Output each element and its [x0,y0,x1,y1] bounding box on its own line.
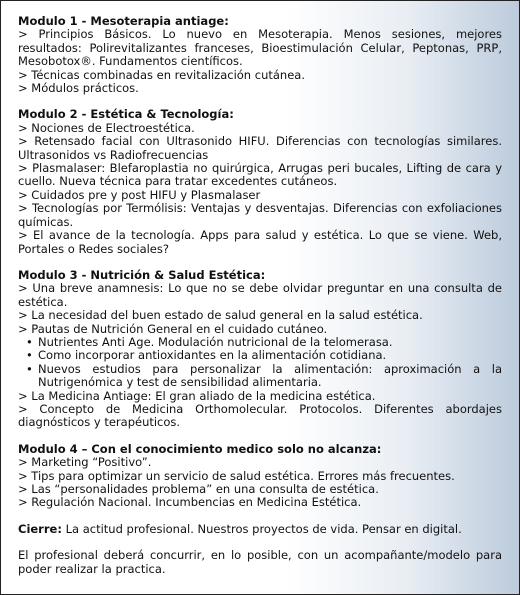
module-4-item: > Marketing “Positivo”. [18,455,152,470]
module-1-item: > Técnicas combinadas en revitalización cutánea. [18,67,305,82]
module-4-item: > Regulación Nacional. Incumbencias en Medicina Estética. [18,495,362,510]
module-4-item: > Tips para optimizar un servicio de salud estética. Errores más frecuentes. [18,468,455,483]
module-2-item: > Tecnologías por Termólisis: Ventajas y desventajas. Diferencias con exfoliaciones químicas. [18,201,502,229]
bullet-dot-icon: • [26,348,33,363]
module-3-item: > La necesidad del buen estado de salud general en la salud estética. [18,308,423,323]
module-2-item: > Cuidados pre y post HIFU y Plasmalaser [18,187,261,202]
module-4-item: > Las “personalidades problema” en una consulta de estética. [18,482,379,496]
footer-note: El profesional deberá concurrir, en lo posible, con un acompañante/modelo para poder realizar la practica. [18,548,502,576]
module-3-item: > Una breve anamnesis: Lo que no se debe olvidar preguntar en una consulta de estética. [18,281,502,309]
module-2-item: > Retensado facial con Ultrasonido HIFU. Diferencias con tecnologías similares. Ultrasonidos vs Radiofrecuencias [18,134,502,162]
module-4-title: Modulo 4 – Con el conocimiento medico solo no alcanza: [18,441,382,456]
module-2-item: > Plasmalaser: Blefaroplastia no quirúrgica, Arrugas peri bucales, Lifting de cara y cuello. Nueva técnica para tratar excedentes cutáneos. [18,161,502,189]
module-3-subitem-text: Nutrientes Anti Age. Modulación nutricional de la telomerasa. [38,334,393,349]
module-3-item: > Concepto de Medicina Orthomolecular. Protocolos. Diferentes abordajes diagnósticos y terapéuticos. [18,401,502,430]
module-2-item: > Nociones de Electroestética. [18,120,195,135]
closing-text: La actitud profesional. Nuestros proyectos de vida. Pensar en digital. [61,521,462,536]
bullet-dot-icon: • [26,361,33,376]
module-2-item: > El avance de la tecnología. Apps para salud y estética. Lo que se viene. Web, Portales o Redes sociales? [18,228,502,256]
bullet-dot-icon: • [26,334,33,349]
module-3-subitem-text: Nuevos estudios para personalizar la alimentación: aproximación a la Nutrigenómica y test de sensibilidad alimentaria. [38,361,502,390]
module-3-subitem [18,349,502,362]
module-2 [18,108,502,255]
module-3-item: > La Medicina Antiage: El gran aliado de la medicina estética. [18,388,376,403]
closing-note [18,523,502,536]
module-3-subitem [18,336,502,349]
module-1-item: > Principios Básicos. Lo nuevo en Mesoterapia. Menos sesiones, mejores resultados: Polirevitalizantes franceses, Bioestimulación Celular, Peptonas, PRP, Mesobotox®. Fundamentos científicos. [18,27,502,69]
closing-label: Cierre: [18,521,62,536]
module-4 [18,443,502,510]
module-1-title: Modulo 1 - Mesoterapia antiage: [18,14,229,28]
module-3-subitem-text: Como incorporar antioxidantes en la alimentación cotidiana. [38,348,387,363]
module-3 [18,269,502,430]
module-2-title: Modulo 2 - Estética & Tecnología: [18,107,234,122]
module-3-subitem [18,363,502,390]
module-3-title: Modulo 3 - Nutrición & Salud Estética: [18,267,266,282]
module-1 [18,15,502,95]
module-3-item: > Pautas de Nutrición General en el cuidado cutáneo. [18,321,328,336]
module-1-item: > Módulos prácticos. [18,81,139,96]
